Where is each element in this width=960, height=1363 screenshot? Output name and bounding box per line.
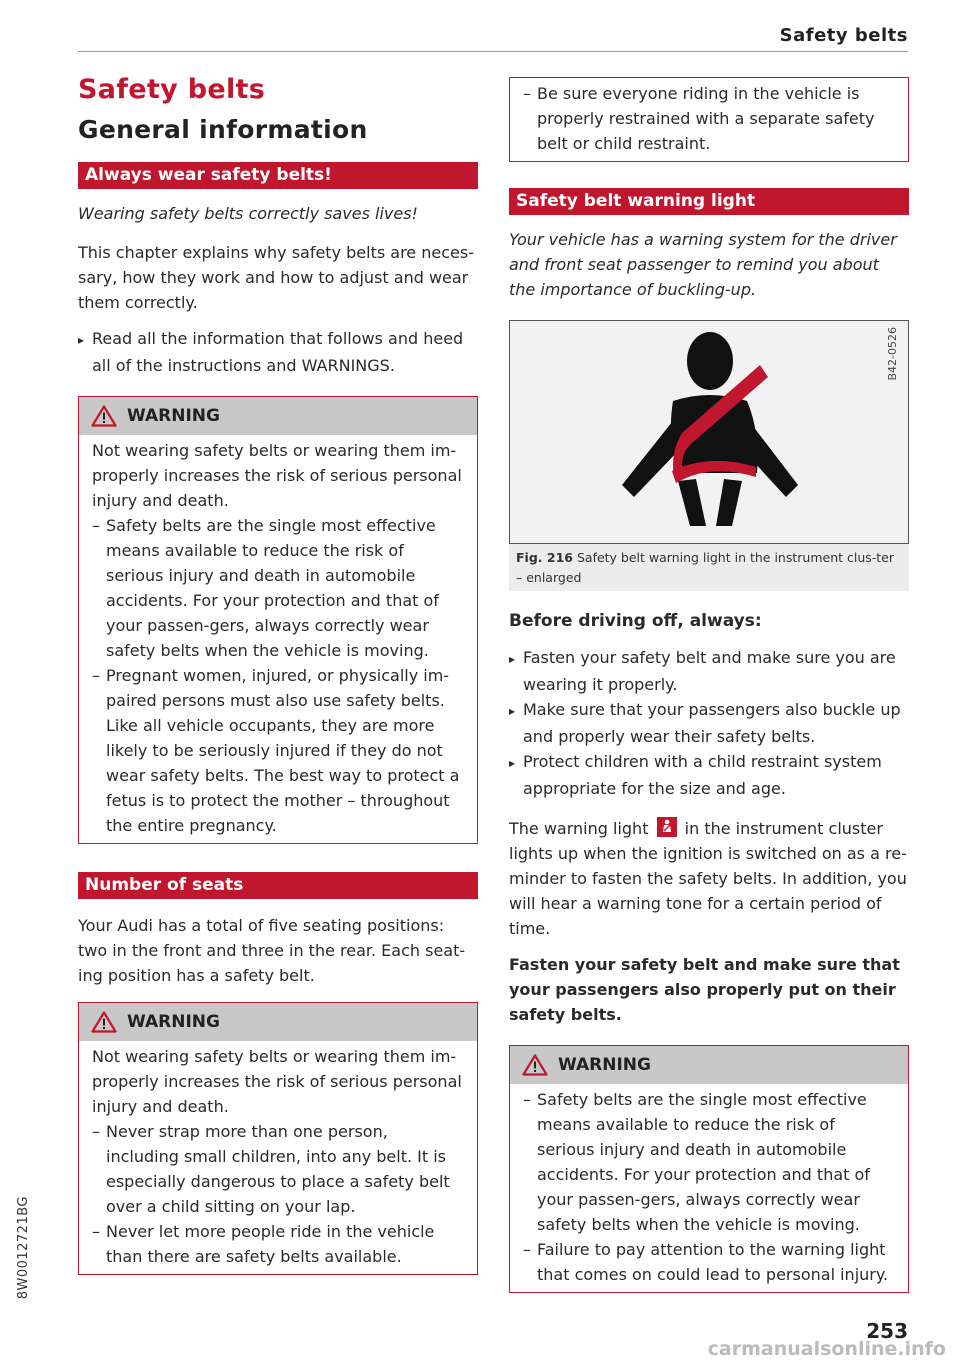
warning-item: – Never strap more than one person, including small children, into any belt. It is especially dangerous to place a safety belt over a child sitting on your lap.	[92, 1119, 465, 1219]
warning-heading: WARNING	[558, 1054, 651, 1075]
warning-triangle-icon	[91, 1011, 117, 1033]
intro-paragraph: This chapter explains why safety belts are neces-sary, how they work and how to adjust and wear them correctly.	[78, 243, 474, 312]
warning-heading: WARNING	[127, 405, 220, 426]
warning-item: – Pregnant women, injured, or physically im-paired persons must also use safety belts. Like all vehicle occupants, they are more likely to be seriously injured if they do not wear safety belts. The best way to protect a fetus is to protect the mother – throughout the entire pregnancy.	[92, 663, 465, 838]
continued-warning-box	[509, 77, 909, 162]
list-item: ▸ Fasten your safety belt and make sure you are wearing it properly.	[509, 645, 909, 697]
seatbelt-lamp-icon	[657, 817, 677, 837]
list-item: ▸ Protect children with a child restraint system appropriate for the size and age.	[509, 749, 909, 801]
header-section-title: Safety belts	[779, 25, 908, 46]
warning-box-2-header	[79, 1003, 477, 1041]
warning-heading: WARNING	[127, 1011, 220, 1032]
warning-box-1-header	[79, 397, 477, 435]
section-bar-always-wear: Always wear safety belts!	[78, 162, 478, 189]
warning-box-3-header	[510, 1046, 908, 1084]
figure-code: B42-0526	[886, 327, 899, 381]
page-title: Safety belts	[78, 74, 266, 105]
bold-instruction: Fasten your safety belt and make sure that your passengers also properly put on their safety belts.	[509, 955, 900, 1024]
warning-box-1	[78, 396, 478, 844]
seatbelt-warning-icon	[510, 321, 908, 541]
section-bar-number-of-seats: Number of seats	[78, 872, 478, 899]
figure-safety-belt-light	[509, 320, 909, 544]
warning-item: – Be sure everyone riding in the vehicle is properly restrained with a separate safety belt or child restraint.	[523, 81, 896, 156]
seats-paragraph: Your Audi has a total of five seating positions: two in the front and three in the rear. Each seat-ing position has a safety belt.	[78, 916, 466, 985]
warning-item: – Safety belts are the single most effective means available to reduce the risk of serious injury and death in automobile accidents. For your protection and that of your passen-gers, always correctly wear safety belts when the vehicle is moving.	[523, 1087, 896, 1237]
warning-text: Not wearing safety belts or wearing them im-properly increases the risk of serious personal injury and death.	[92, 1047, 462, 1116]
lead-text: Wearing safety belts correctly saves lives!	[78, 204, 418, 223]
read-instructions-bullet: ▸ Read all the information that follows and heed all of the instructions and WARNINGS.	[78, 326, 478, 378]
before-driving-heading: Before driving off, always:	[509, 611, 762, 631]
warning-light-paragraph: The warning light in the instrument cluster lights up when the ignition is switched on as a re-minder to fasten the safety belts. In addition, you will hear a warning tone for a certain period of time.	[509, 819, 907, 938]
warning-text: Not wearing safety belts or wearing them im-properly increases the risk of serious personal injury and death.	[92, 441, 462, 510]
warning-triangle-icon	[91, 405, 117, 427]
right-column	[509, 77, 909, 1293]
header-divider	[78, 51, 908, 52]
figure-caption: Fig. 216 Safety belt warning light in the instrument clus-ter – enlarged	[509, 544, 909, 591]
warning-box-3	[509, 1045, 909, 1293]
warning-triangle-icon	[522, 1054, 548, 1076]
left-column	[78, 72, 478, 1275]
warning-box-2	[78, 1002, 478, 1275]
page-number: 253	[866, 1319, 908, 1343]
warning-item: – Safety belts are the single most effective means available to reduce the risk of serious injury and death in automobile accidents. For your protection and that of your passen-gers, always correctly wear safety belts when the vehicle is moving.	[92, 513, 465, 663]
section-bar-warning-light: Safety belt warning light	[509, 188, 909, 215]
document-code: 8W0012721BG	[16, 1196, 31, 1300]
watermark: carmanualsonline.info	[707, 1338, 946, 1360]
figure-label: Fig. 216	[516, 550, 573, 565]
lead-text: Your vehicle has a warning system for the driver and front seat passenger to remind you about the importance of buckling-up.	[509, 230, 897, 299]
list-item: ▸ Make sure that your passengers also buckle up and properly wear their safety belts.	[509, 697, 909, 749]
section-subtitle: General information	[78, 115, 368, 144]
warning-item: – Failure to pay attention to the warning light that comes on could lead to personal injury.	[523, 1237, 896, 1287]
warning-item: – Never let more people ride in the vehicle than there are safety belts available.	[92, 1219, 465, 1269]
